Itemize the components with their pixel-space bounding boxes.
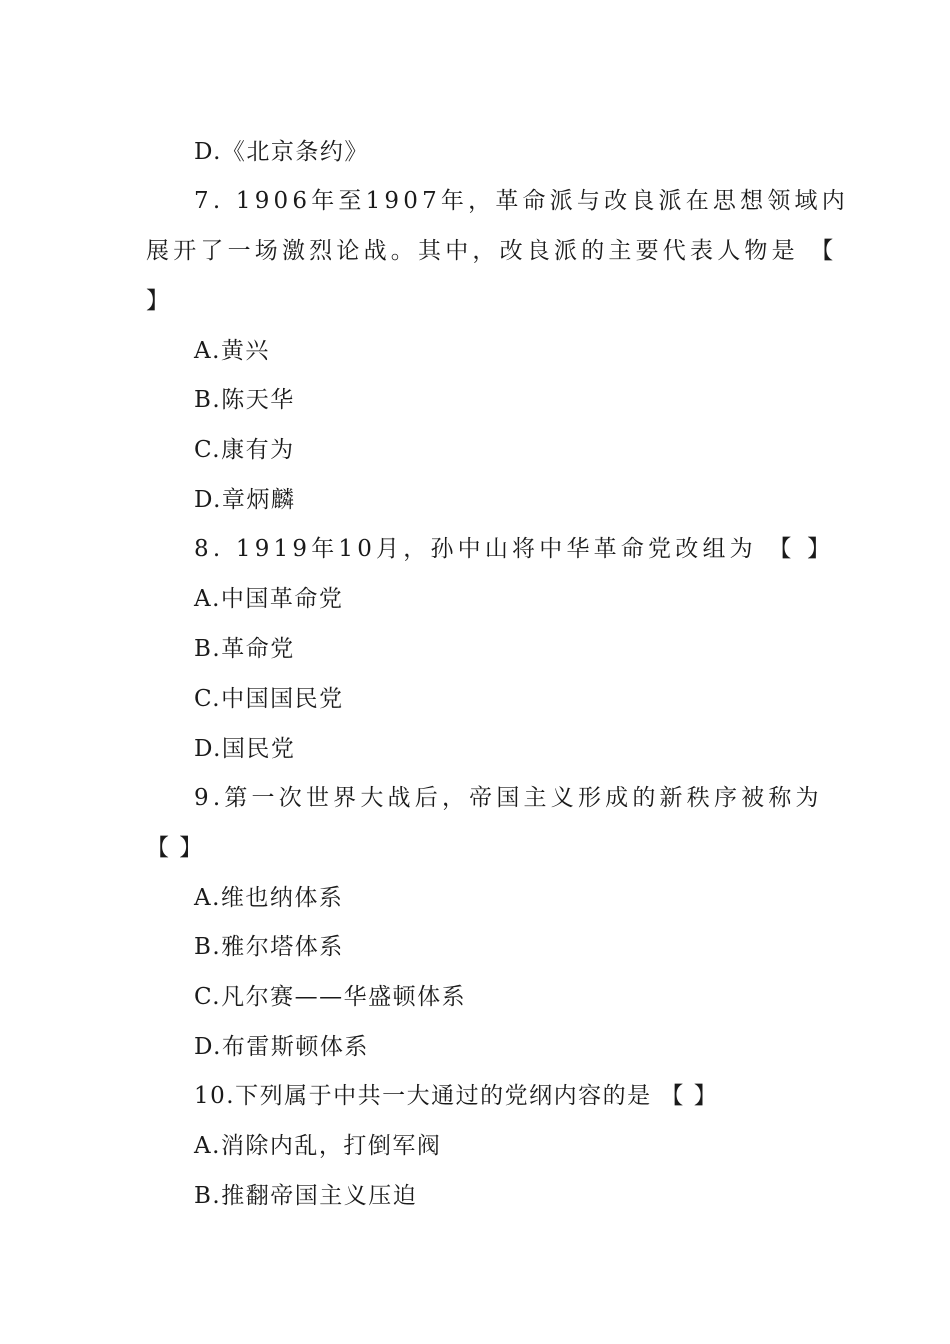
q7-option-c: C.康有为 bbox=[194, 437, 295, 463]
q7-bracket-close: 】 bbox=[146, 288, 171, 314]
q6-option-d: D.《北京条约》 bbox=[194, 139, 369, 165]
q7-stem-line2: 展开了一场激烈论战。其中，改良派的主要代表人物是 【 bbox=[146, 238, 838, 264]
q8-option-a: A.中国革命党 bbox=[194, 586, 344, 612]
q9-option-a: A.维也纳体系 bbox=[194, 885, 344, 911]
q9-bracket: 【 】 bbox=[146, 835, 204, 861]
q8-option-c: C.中国国民党 bbox=[194, 686, 344, 712]
q7-option-b: B.陈天华 bbox=[194, 387, 295, 413]
q8-stem: 8. 1919年10月，孙中山将中华革命党改组为 【 】 bbox=[194, 536, 835, 562]
q10-stem: 10.下列属于中共一大通过的党纲内容的是 【 】 bbox=[194, 1083, 719, 1109]
q7-option-d: D.章炳麟 bbox=[194, 487, 296, 513]
q7-option-a: A.黄兴 bbox=[194, 338, 270, 364]
q9-option-d: D.布雷斯顿体系 bbox=[194, 1034, 369, 1060]
q7-stem-line1: 7. 1906年至1907年，革命派与改良派在思想领域内 bbox=[194, 188, 849, 214]
q9-stem: 9.第一次世界大战后，帝国主义形成的新秩序被称为 bbox=[194, 785, 823, 811]
q8-option-b: B.革命党 bbox=[194, 636, 295, 662]
q9-option-b: B.雅尔塔体系 bbox=[194, 934, 344, 960]
q10-option-b: B.推翻帝国主义压迫 bbox=[194, 1183, 418, 1209]
q9-option-c: C.凡尔赛——华盛顿体系 bbox=[194, 984, 467, 1010]
q10-option-a: A.消除内乱，打倒军阀 bbox=[194, 1133, 442, 1159]
q8-option-d: D.国民党 bbox=[194, 736, 296, 762]
